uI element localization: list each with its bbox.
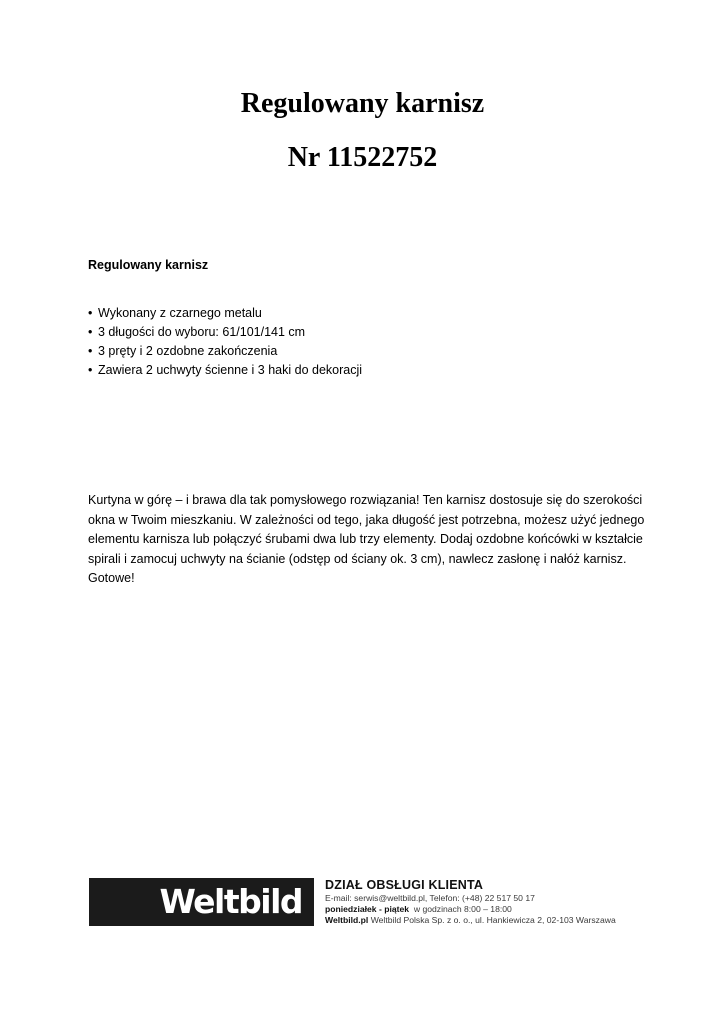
bullet-icon: •: [88, 306, 93, 320]
hours-label: poniedziałek - piątek: [325, 904, 410, 914]
product-number: Nr 11522752: [287, 142, 438, 173]
contact-hours: [325, 904, 655, 915]
product-subheading: Regulowany karnisz: [88, 258, 209, 272]
product-description: Kurtyna w górę – i brawa dla tak pomysłowego rozwiązania! Ten karnisz dostosuje się do szerokości okna w Twoim mieszkaniu. W zależności od tego, jaka długość jest potrzebna, możesz użyć jednego elementu karnisza lub połączyć śrubami dwa lub trzy elementy. Dodaj ozdobne końcówki w kształcie spirali i zamocuj uchwyty na ścianie (odstęp od ściany ok. 3 cm), nawlecz zasłonę i nałóż karnisz. Gotowe!: [88, 493, 645, 586]
feature-item: [88, 304, 362, 323]
feature-text: Wykonany z czarnego metalu: [98, 306, 262, 320]
feature-item: [88, 342, 362, 361]
logo-wordmark: Weltbild: [159, 882, 302, 921]
company-label: Weltbild.pl: [325, 915, 369, 925]
feature-list: [88, 304, 362, 380]
company-address: Weltbild Polska Sp. z o. o., ul. Hankiewicza 2, 02-103 Warszawa: [370, 915, 616, 925]
bullet-icon: •: [88, 363, 93, 377]
customer-service-footer: [89, 878, 649, 926]
feature-text: 3 długości do wyboru: 61/101/141 cm: [98, 325, 306, 339]
feature-text: 3 pręty i 2 ozdobne zakończenia: [98, 344, 278, 358]
hours-value: w godzinach 8:00 – 18:00: [413, 904, 512, 914]
feature-text: Zawiera 2 uchwyty ścienne i 3 haki do dekoracji: [98, 363, 363, 377]
contact-company: [325, 915, 655, 926]
contact-block: [325, 877, 655, 926]
contact-email-phone: E-mail: serwis@weltbild.pl, Telefon: (+48) 22 517 50 17: [325, 893, 535, 903]
bullet-icon: •: [88, 344, 93, 358]
contact-title: DZIAŁ OBSŁUGI KLIENTA: [325, 878, 484, 892]
product-title: Regulowany karnisz: [240, 88, 485, 119]
weltbild-logo: [89, 878, 314, 926]
bullet-icon: •: [88, 325, 93, 339]
feature-item: [88, 323, 362, 342]
feature-item: [88, 361, 362, 380]
